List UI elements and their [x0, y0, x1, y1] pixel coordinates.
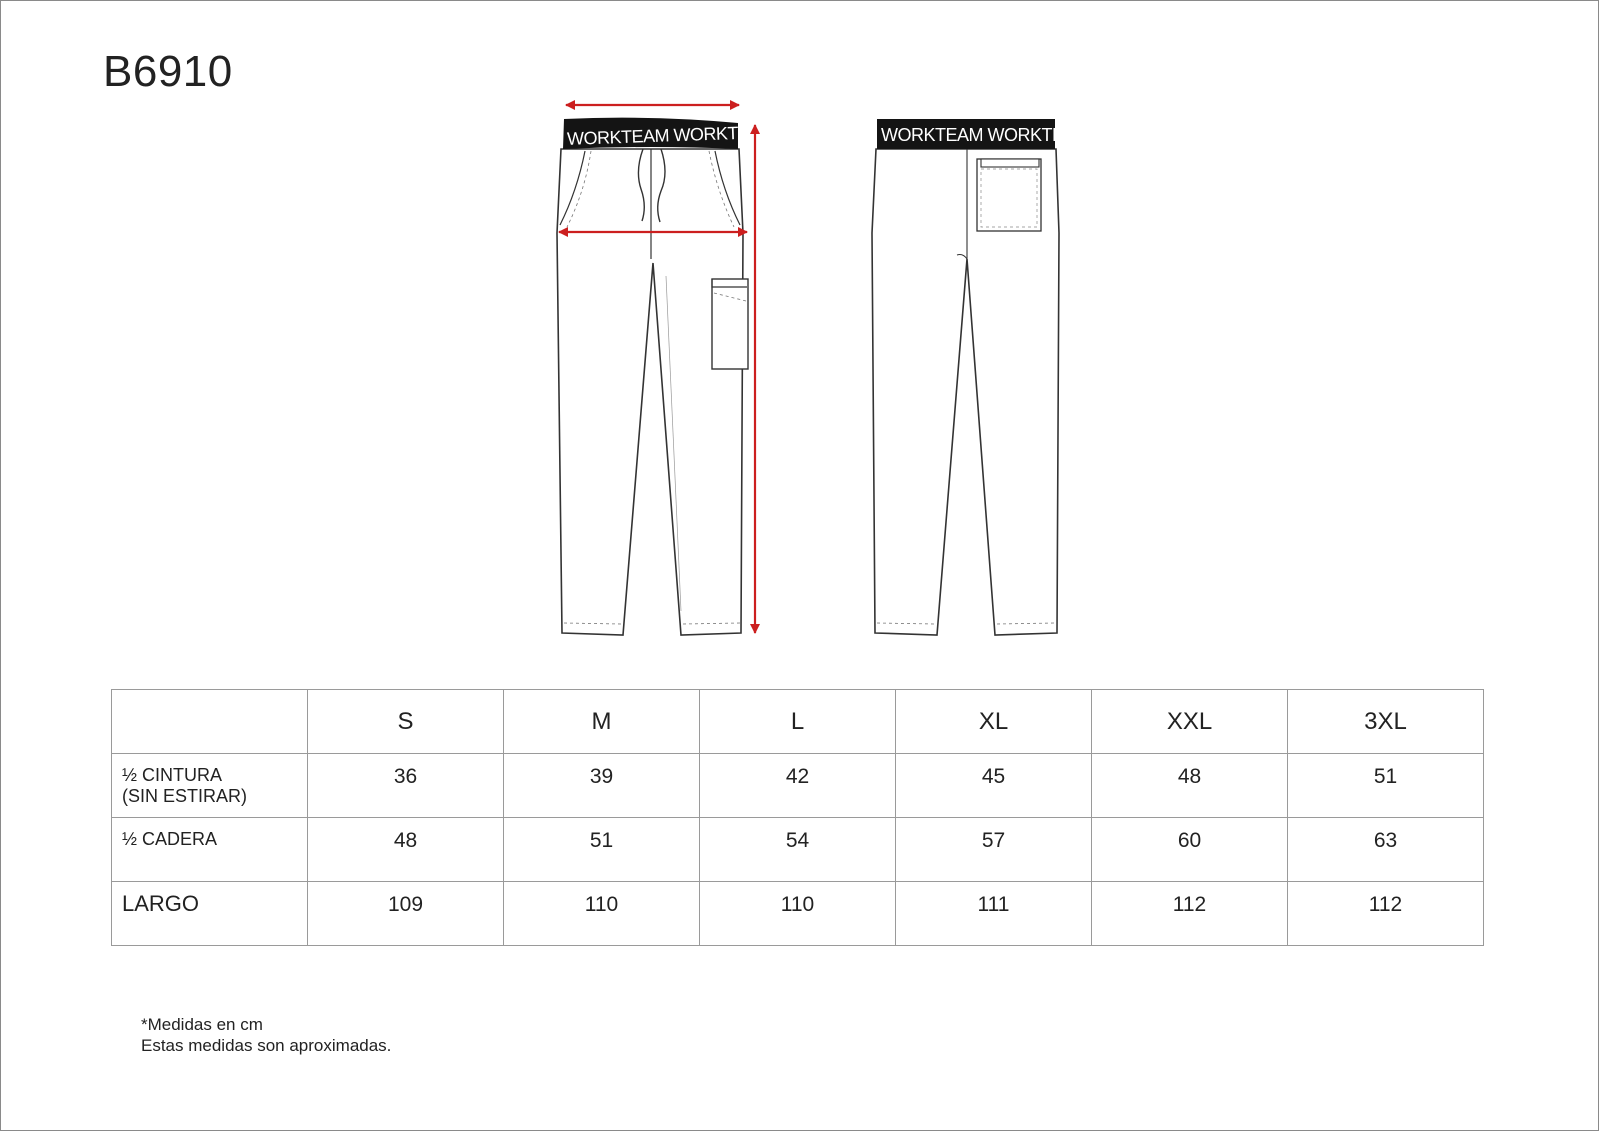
- table-row-largo: [112, 882, 1484, 946]
- table-cell: 51: [1288, 754, 1484, 818]
- table-cell: 54: [700, 818, 896, 882]
- table-cell: 112: [1288, 882, 1484, 946]
- row-label: [112, 818, 308, 882]
- table-cell: 48: [1092, 754, 1288, 818]
- table-row-cintura: [112, 754, 1484, 818]
- front-view-drawing: [557, 118, 776, 635]
- table-row-cadera: [112, 818, 1484, 882]
- table-cell: 39: [504, 754, 700, 818]
- table-cell: 48: [308, 818, 504, 882]
- size-header: XL: [896, 690, 1092, 754]
- size-table: [111, 689, 1484, 946]
- footnotes: [141, 1014, 391, 1056]
- garment-drawings: [1, 1, 1599, 661]
- size-header: M: [504, 690, 700, 754]
- product-code: B6910: [103, 47, 233, 96]
- size-header: L: [700, 690, 896, 754]
- table-cell: 36: [308, 754, 504, 818]
- table-cell: 110: [504, 882, 700, 946]
- table-cell: 42: [700, 754, 896, 818]
- front-waistband-text: WORKTEAM WORKTEAM: [566, 121, 776, 149]
- row-label-line: (SIN ESTIRAR): [122, 786, 248, 806]
- units-note: *Medidas en cm: [141, 1015, 263, 1034]
- table-cell: 112: [1092, 882, 1288, 946]
- back-waistband-text: WORKTEAM WORKTEAM: [881, 125, 1090, 145]
- table-cell: 111: [896, 882, 1092, 946]
- row-label: [112, 754, 308, 818]
- row-label: [112, 882, 308, 946]
- table-cell: 51: [504, 818, 700, 882]
- table-cell: 45: [896, 754, 1092, 818]
- table-cell: 60: [1092, 818, 1288, 882]
- table-cell: 63: [1288, 818, 1484, 882]
- table-cell: 57: [896, 818, 1092, 882]
- table-corner-cell: [112, 690, 308, 754]
- size-header-row: [112, 690, 1484, 754]
- row-label-line: ½ CINTURA: [122, 765, 223, 785]
- approximate-note: Estas medidas son aproximadas.: [141, 1036, 392, 1055]
- size-header: S: [308, 690, 504, 754]
- table-cell: 109: [308, 882, 504, 946]
- size-header: 3XL: [1288, 690, 1484, 754]
- back-view-drawing: [872, 119, 1090, 635]
- table-cell: 110: [700, 882, 896, 946]
- size-header: XXL: [1092, 690, 1288, 754]
- row-label-line: LARGO: [122, 891, 200, 916]
- row-label-line: ½ CADERA: [122, 829, 218, 849]
